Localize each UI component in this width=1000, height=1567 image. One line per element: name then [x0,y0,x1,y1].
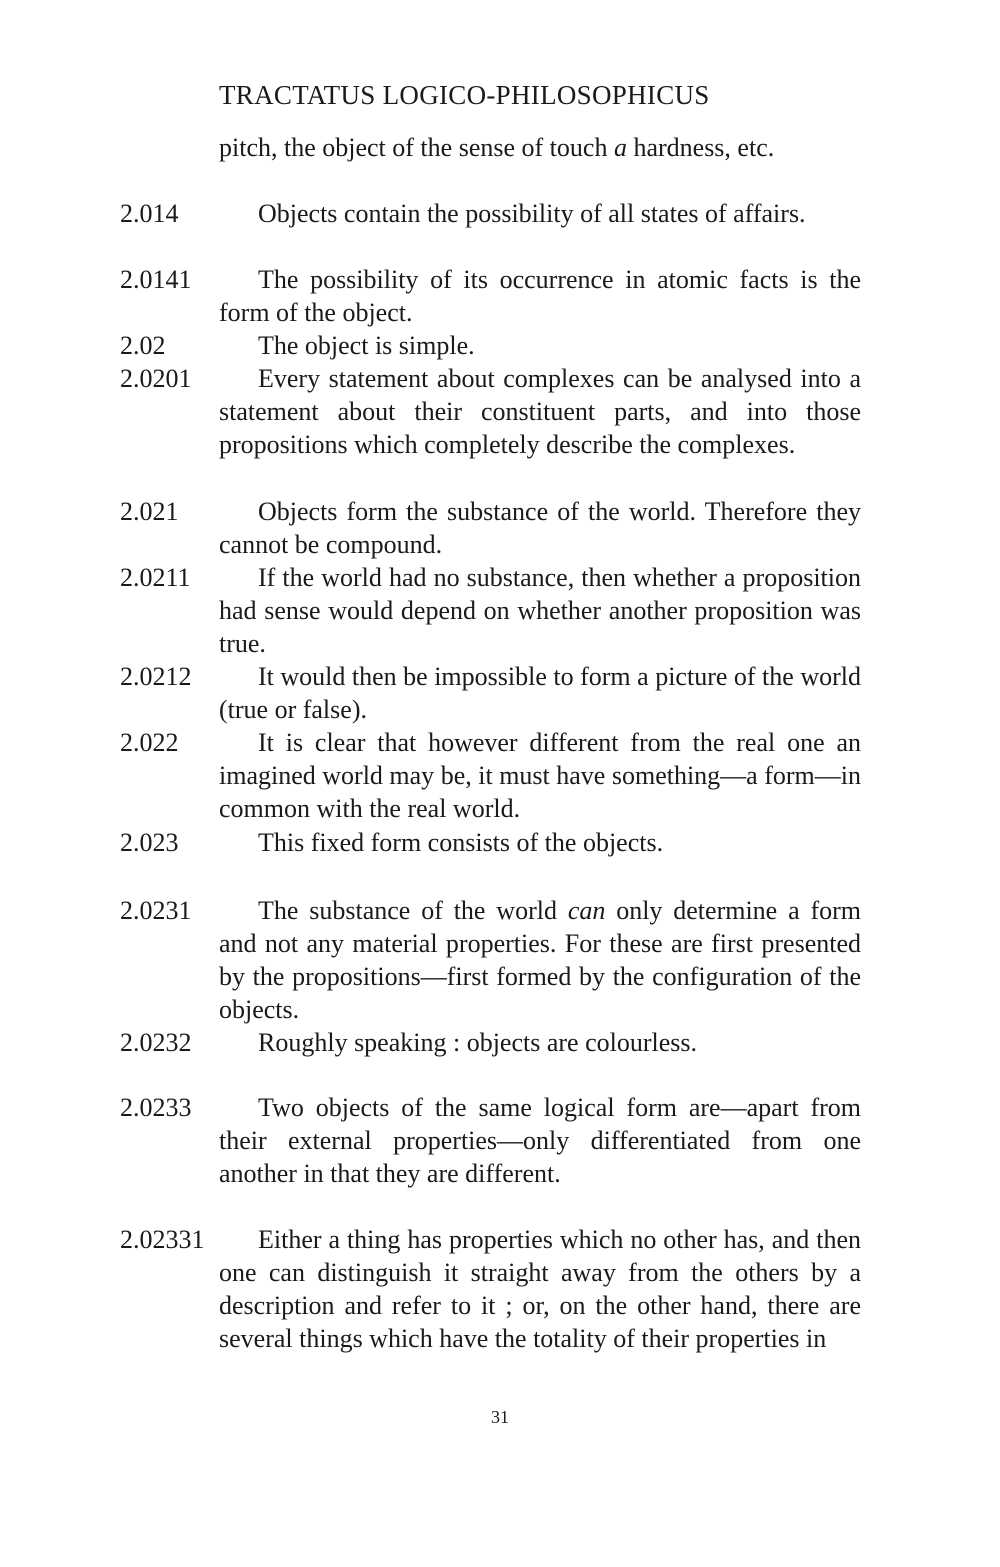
proposition-text: Two objects of the same logical form are—apart from their external properties—only differentiated from one another in that they are different. [219,1093,861,1188]
proposition-text: If the world had no substance, then whether a proposition had sense would depend on whether another proposition was true. [219,563,861,658]
page-number: 31 [491,1407,509,1427]
proposition-number: 2.023 [120,828,179,857]
proposition-text-start: The substance of the world [258,896,568,925]
proposition-text: Objects contain the possibility of all states of affairs. [258,199,806,228]
proposition-number: 2.0233 [120,1093,192,1122]
proposition-text: This fixed form consists of the objects. [258,828,664,857]
proposition-number: 2.02 [120,331,166,360]
proposition-number: 2.02331 [120,1225,205,1254]
proposition-number: 2.022 [120,728,179,757]
continuation-text-start: pitch, the object of the sense of touch [219,133,614,162]
proposition-text: It would then be impossible to form a picture of the world (true or false). [219,662,861,724]
proposition-text: Roughly speaking : objects are colourless. [258,1028,698,1057]
proposition-number: 2.0232 [120,1028,192,1057]
proposition-number: 2.0231 [120,896,192,925]
italic-word: can [567,896,606,925]
proposition-text: Every statement about complexes can be analysed into a statement about their constituent parts, and into those propositions which completely describe the complexes. [219,364,861,459]
italic-letter: a [613,133,627,162]
proposition-text [219,894,861,1026]
proposition-number: 2.0211 [120,563,191,592]
continuation-text-end: hardness, etc. [626,133,775,162]
proposition-text: Objects form the substance of the world. Therefore they cannot be compound. [219,497,861,559]
proposition-text: The possibility of its occurrence in atomic facts is the form of the object. [219,265,861,327]
proposition-text: The object is simple. [258,331,475,360]
proposition-number: 2.0201 [120,364,192,393]
proposition-text: Either a thing has properties which no other has, and then one can distinguish it straight away from the others by a description and refer to it ; or, on the other hand, there are several things which have the totality of their properties in [219,1225,861,1353]
proposition-number: 2.021 [120,497,179,526]
continuation-text [219,131,861,164]
proposition-text-end: only determine a form and not any material properties. For these are first presented by the propositions—first formed by the configuration of the objects. [219,896,861,1024]
proposition-number: 2.0212 [120,662,192,691]
running-head: TRACTATUS LOGICO-PHILOSOPHICUS [219,80,710,110]
proposition-number: 2.014 [120,199,179,228]
proposition-text: It is clear that however different from the real one an imagined world may be, it must have something—a form—in common with the real world. [219,728,861,823]
proposition-number: 2.0141 [120,265,192,294]
